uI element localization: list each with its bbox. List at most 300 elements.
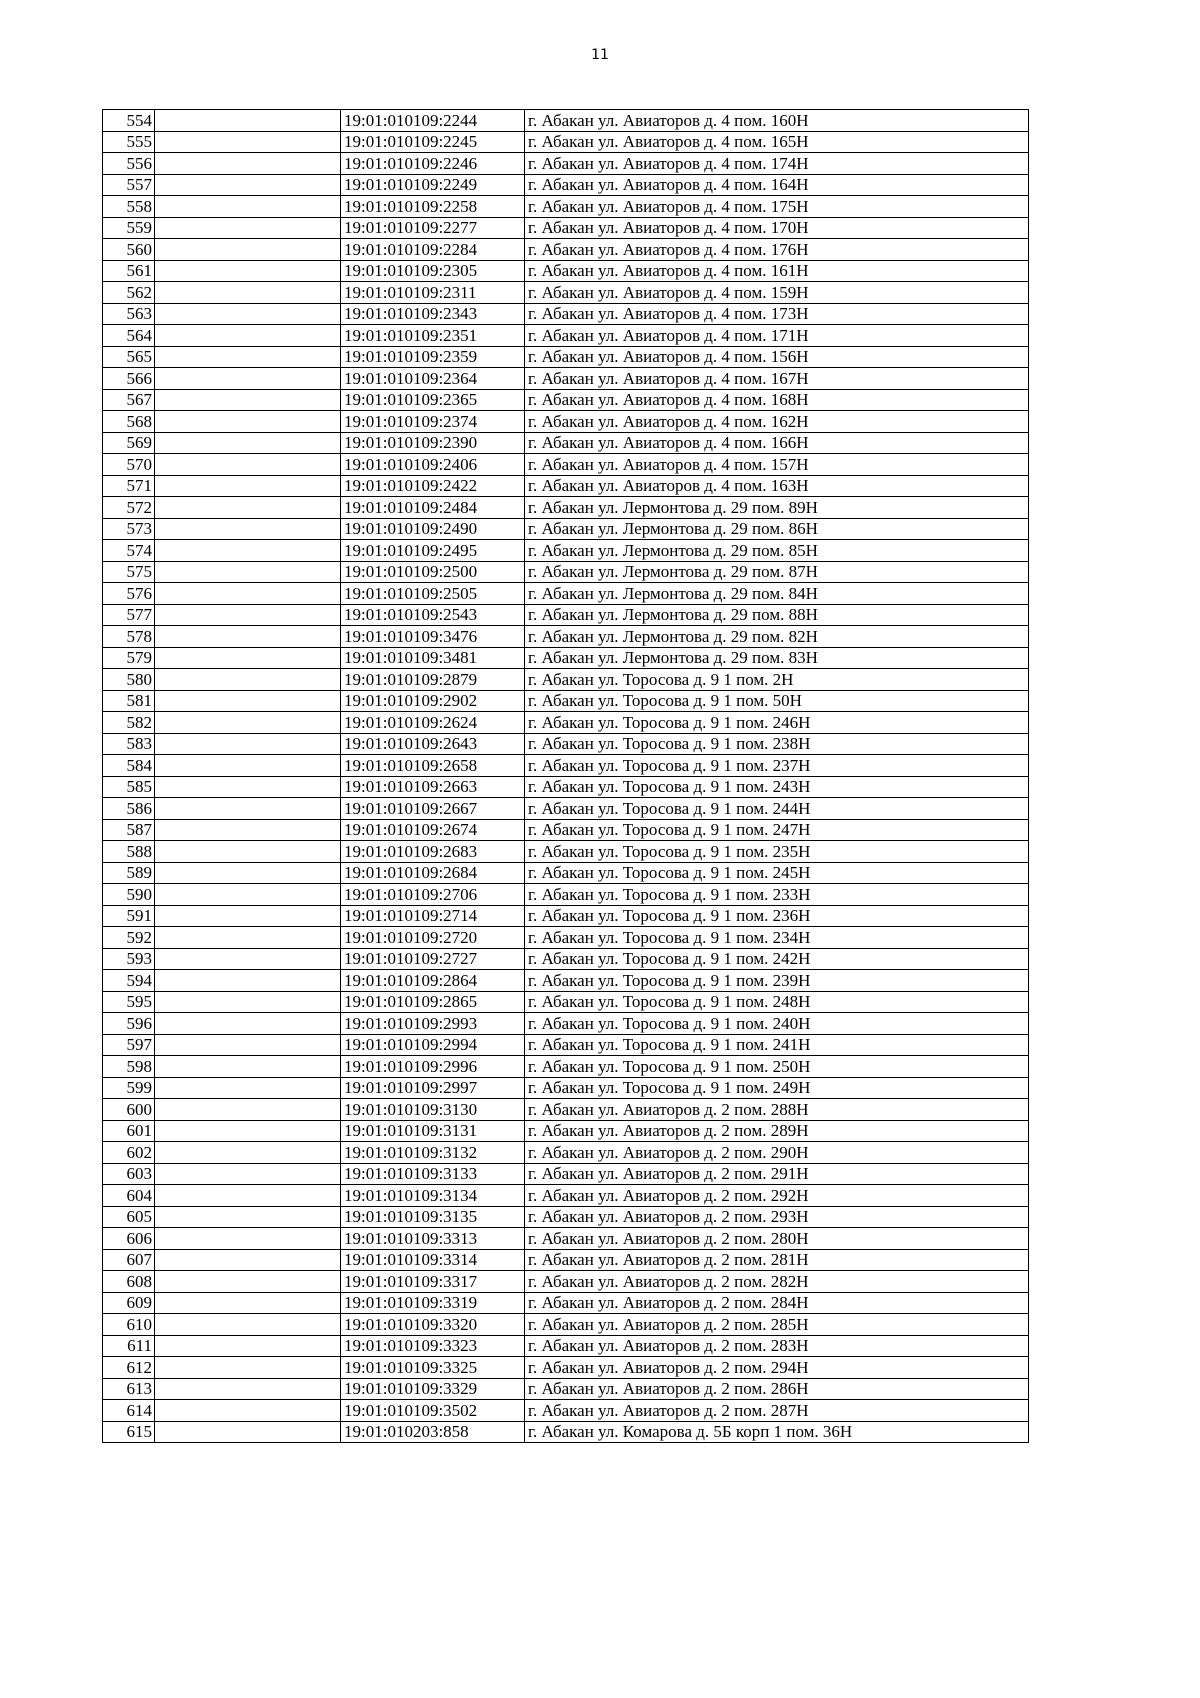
cadastral-number-cell: 19:01:010109:2422 — [341, 475, 525, 497]
cadastral-number-cell: 19:01:010109:2484 — [341, 497, 525, 519]
address-cell: г. Абакан ул. Торосова д. 9 1 пом. 233Н — [525, 884, 1029, 906]
address-cell: г. Абакан ул. Торосова д. 9 1 пом. 243Н — [525, 776, 1029, 798]
address-cell: г. Абакан ул. Авиаторов д. 4 пом. 166Н — [525, 432, 1029, 454]
empty-cell — [155, 239, 341, 261]
table-row — [103, 712, 1029, 734]
cadastral-number-cell: 19:01:010109:2343 — [341, 303, 525, 325]
address-cell: г. Абакан ул. Торосова д. 9 1 пом. 250Н — [525, 1056, 1029, 1078]
empty-cell — [155, 604, 341, 626]
empty-cell — [155, 819, 341, 841]
empty-cell — [155, 454, 341, 476]
table-row — [103, 411, 1029, 433]
table-row — [103, 1077, 1029, 1099]
table-row — [103, 454, 1029, 476]
address-cell: г. Абакан ул. Авиаторов д. 2 пом. 289Н — [525, 1120, 1029, 1142]
table-row — [103, 1400, 1029, 1422]
empty-cell — [155, 346, 341, 368]
empty-cell — [155, 1271, 341, 1293]
page-number: 11 — [591, 47, 609, 63]
cadastral-number-cell: 19:01:010109:2245 — [341, 131, 525, 153]
address-cell: г. Абакан ул. Авиаторов д. 2 пом. 280Н — [525, 1228, 1029, 1250]
address-cell: г. Абакан ул. Авиаторов д. 4 пом. 157Н — [525, 454, 1029, 476]
table-row — [103, 1142, 1029, 1164]
row-number-cell: 569 — [103, 432, 155, 454]
row-number-cell: 577 — [103, 604, 155, 626]
table-row — [103, 1335, 1029, 1357]
row-number-cell: 558 — [103, 196, 155, 218]
empty-cell — [155, 991, 341, 1013]
address-cell: г. Абакан ул. Авиаторов д. 4 пом. 173Н — [525, 303, 1029, 325]
address-cell: г. Абакан ул. Торосова д. 9 1 пом. 240Н — [525, 1013, 1029, 1035]
empty-cell — [155, 1228, 341, 1250]
address-cell: г. Абакан ул. Авиаторов д. 2 пом. 290Н — [525, 1142, 1029, 1164]
row-number-cell: 591 — [103, 905, 155, 927]
table-row — [103, 518, 1029, 540]
address-cell: г. Абакан ул. Торосова д. 9 1 пом. 238Н — [525, 733, 1029, 755]
table-row — [103, 1249, 1029, 1271]
address-cell: г. Абакан ул. Авиаторов д. 2 пом. 285Н — [525, 1314, 1029, 1336]
address-cell: г. Абакан ул. Торосова д. 9 1 пом. 245Н — [525, 862, 1029, 884]
row-number-cell: 573 — [103, 518, 155, 540]
row-number-cell: 579 — [103, 647, 155, 669]
empty-cell — [155, 755, 341, 777]
cadastral-number-cell: 19:01:010109:3476 — [341, 626, 525, 648]
table-row — [103, 1099, 1029, 1121]
address-cell: г. Абакан ул. Авиаторов д. 4 пом. 156Н — [525, 346, 1029, 368]
address-cell: г. Абакан ул. Авиаторов д. 4 пом. 175Н — [525, 196, 1029, 218]
cadastral-number-cell: 19:01:010109:2720 — [341, 927, 525, 949]
cadastral-number-cell: 19:01:010109:3135 — [341, 1206, 525, 1228]
table-row — [103, 1378, 1029, 1400]
cadastral-number-cell: 19:01:010109:2902 — [341, 690, 525, 712]
cadastral-number-cell: 19:01:010109:3133 — [341, 1163, 525, 1185]
row-number-cell: 585 — [103, 776, 155, 798]
row-number-cell: 606 — [103, 1228, 155, 1250]
row-number-cell: 582 — [103, 712, 155, 734]
table-row — [103, 561, 1029, 583]
table-row — [103, 174, 1029, 196]
empty-cell — [155, 217, 341, 239]
empty-cell — [155, 1249, 341, 1271]
table-row — [103, 1292, 1029, 1314]
row-number-cell: 562 — [103, 282, 155, 304]
empty-cell — [155, 561, 341, 583]
address-cell: г. Абакан ул. Авиаторов д. 4 пом. 162Н — [525, 411, 1029, 433]
cadastral-number-cell: 19:01:010109:2311 — [341, 282, 525, 304]
table-row — [103, 1271, 1029, 1293]
row-number-cell: 567 — [103, 389, 155, 411]
empty-cell — [155, 862, 341, 884]
table-row — [103, 131, 1029, 153]
cadastral-number-cell: 19:01:010109:2667 — [341, 798, 525, 820]
empty-cell — [155, 884, 341, 906]
empty-cell — [155, 196, 341, 218]
row-number-cell: 599 — [103, 1077, 155, 1099]
cadastral-number-cell: 19:01:010109:2359 — [341, 346, 525, 368]
row-number-cell: 589 — [103, 862, 155, 884]
table-row — [103, 755, 1029, 777]
empty-cell — [155, 905, 341, 927]
table-row — [103, 475, 1029, 497]
address-cell: г. Абакан ул. Авиаторов д. 4 пом. 164Н — [525, 174, 1029, 196]
cadastral-number-cell: 19:01:010109:3325 — [341, 1357, 525, 1379]
table-row — [103, 948, 1029, 970]
empty-cell — [155, 948, 341, 970]
property-register-table — [102, 109, 1029, 1443]
cadastral-number-cell: 19:01:010109:2258 — [341, 196, 525, 218]
row-number-cell: 566 — [103, 368, 155, 390]
table-row — [103, 346, 1029, 368]
address-cell: г. Абакан ул. Авиаторов д. 2 пом. 292Н — [525, 1185, 1029, 1207]
address-cell: г. Абакан ул. Торосова д. 9 1 пом. 236Н — [525, 905, 1029, 927]
empty-cell — [155, 626, 341, 648]
row-number-cell: 555 — [103, 131, 155, 153]
row-number-cell: 598 — [103, 1056, 155, 1078]
table-row — [103, 604, 1029, 626]
row-number-cell: 592 — [103, 927, 155, 949]
table-row — [103, 217, 1029, 239]
table-row — [103, 1357, 1029, 1379]
address-cell: г. Абакан ул. Авиаторов д. 4 пом. 165Н — [525, 131, 1029, 153]
cadastral-number-cell: 19:01:010109:3131 — [341, 1120, 525, 1142]
address-cell: г. Абакан ул. Авиаторов д. 4 пом. 167Н — [525, 368, 1029, 390]
empty-cell — [155, 1421, 341, 1443]
cadastral-number-cell: 19:01:010109:3319 — [341, 1292, 525, 1314]
row-number-cell: 557 — [103, 174, 155, 196]
address-cell: г. Абакан ул. Авиаторов д. 4 пом. 171Н — [525, 325, 1029, 347]
row-number-cell: 607 — [103, 1249, 155, 1271]
table-body — [103, 110, 1029, 1443]
row-number-cell: 611 — [103, 1335, 155, 1357]
address-cell: г. Абакан ул. Авиаторов д. 2 пом. 291Н — [525, 1163, 1029, 1185]
table-row — [103, 389, 1029, 411]
cadastral-number-cell: 19:01:010109:2643 — [341, 733, 525, 755]
row-number-cell: 563 — [103, 303, 155, 325]
empty-cell — [155, 776, 341, 798]
cadastral-number-cell: 19:01:010109:2490 — [341, 518, 525, 540]
row-number-cell: 575 — [103, 561, 155, 583]
row-number-cell: 603 — [103, 1163, 155, 1185]
address-cell: г. Абакан ул. Лермонтова д. 29 пом. 83Н — [525, 647, 1029, 669]
cadastral-number-cell: 19:01:010109:3329 — [341, 1378, 525, 1400]
table-row — [103, 1228, 1029, 1250]
address-cell: г. Абакан ул. Торосова д. 9 1 пом. 242Н — [525, 948, 1029, 970]
cadastral-number-cell: 19:01:010109:3134 — [341, 1185, 525, 1207]
row-number-cell: 595 — [103, 991, 155, 1013]
address-cell: г. Абакан ул. Торосова д. 9 1 пом. 237Н — [525, 755, 1029, 777]
cadastral-number-cell: 19:01:010109:3481 — [341, 647, 525, 669]
empty-cell — [155, 174, 341, 196]
empty-cell — [155, 1034, 341, 1056]
address-cell: г. Абакан ул. Торосова д. 9 1 пом. 241Н — [525, 1034, 1029, 1056]
empty-cell — [155, 153, 341, 175]
row-number-cell: 576 — [103, 583, 155, 605]
empty-cell — [155, 1056, 341, 1078]
empty-cell — [155, 1185, 341, 1207]
empty-cell — [155, 110, 341, 132]
cadastral-number-cell: 19:01:010203:858 — [341, 1421, 525, 1443]
address-cell: г. Абакан ул. Авиаторов д. 4 пом. 176Н — [525, 239, 1029, 261]
table-row — [103, 432, 1029, 454]
address-cell: г. Абакан ул. Авиаторов д. 4 пом. 170Н — [525, 217, 1029, 239]
address-cell: г. Абакан ул. Лермонтова д. 29 пом. 87Н — [525, 561, 1029, 583]
address-cell: г. Абакан ул. Авиаторов д. 4 пом. 174Н — [525, 153, 1029, 175]
row-number-cell: 584 — [103, 755, 155, 777]
address-cell: г. Абакан ул. Торосова д. 9 1 пом. 248Н — [525, 991, 1029, 1013]
table-row — [103, 1034, 1029, 1056]
row-number-cell: 572 — [103, 497, 155, 519]
address-cell: г. Абакан ул. Авиаторов д. 4 пом. 163Н — [525, 475, 1029, 497]
row-number-cell: 571 — [103, 475, 155, 497]
address-cell: г. Абакан ул. Торосова д. 9 1 пом. 235Н — [525, 841, 1029, 863]
empty-cell — [155, 669, 341, 691]
table-row — [103, 239, 1029, 261]
cadastral-number-cell: 19:01:010109:2364 — [341, 368, 525, 390]
row-number-cell: 560 — [103, 239, 155, 261]
table-row — [103, 153, 1029, 175]
cadastral-number-cell: 19:01:010109:2714 — [341, 905, 525, 927]
table-row — [103, 1421, 1029, 1443]
empty-cell — [155, 1400, 341, 1422]
cadastral-number-cell: 19:01:010109:2996 — [341, 1056, 525, 1078]
row-number-cell: 596 — [103, 1013, 155, 1035]
row-number-cell: 610 — [103, 1314, 155, 1336]
row-number-cell: 604 — [103, 1185, 155, 1207]
empty-cell — [155, 1163, 341, 1185]
empty-cell — [155, 518, 341, 540]
table-row — [103, 991, 1029, 1013]
row-number-cell: 601 — [103, 1120, 155, 1142]
row-number-cell: 590 — [103, 884, 155, 906]
row-number-cell: 597 — [103, 1034, 155, 1056]
cadastral-number-cell: 19:01:010109:3313 — [341, 1228, 525, 1250]
row-number-cell: 570 — [103, 454, 155, 476]
address-cell: г. Абакан ул. Авиаторов д. 4 пом. 168Н — [525, 389, 1029, 411]
row-number-cell: 580 — [103, 669, 155, 691]
table-row — [103, 905, 1029, 927]
table-row — [103, 927, 1029, 949]
empty-cell — [155, 497, 341, 519]
table-row — [103, 776, 1029, 798]
row-number-cell: 588 — [103, 841, 155, 863]
empty-cell — [155, 325, 341, 347]
address-cell: г. Абакан ул. Лермонтова д. 29 пом. 89Н — [525, 497, 1029, 519]
empty-cell — [155, 1292, 341, 1314]
cadastral-number-cell: 19:01:010109:2997 — [341, 1077, 525, 1099]
cadastral-number-cell: 19:01:010109:2624 — [341, 712, 525, 734]
table-row — [103, 1185, 1029, 1207]
cadastral-number-cell: 19:01:010109:2864 — [341, 970, 525, 992]
address-cell: г. Абакан ул. Авиаторов д. 2 пом. 294Н — [525, 1357, 1029, 1379]
cadastral-number-cell: 19:01:010109:2684 — [341, 862, 525, 884]
cadastral-number-cell: 19:01:010109:2994 — [341, 1034, 525, 1056]
cadastral-number-cell: 19:01:010109:3323 — [341, 1335, 525, 1357]
table-row — [103, 583, 1029, 605]
empty-cell — [155, 1206, 341, 1228]
address-cell: г. Абакан ул. Авиаторов д. 2 пом. 286Н — [525, 1378, 1029, 1400]
row-number-cell: 613 — [103, 1378, 155, 1400]
table-row — [103, 368, 1029, 390]
cadastral-number-cell: 19:01:010109:2277 — [341, 217, 525, 239]
empty-cell — [155, 1378, 341, 1400]
cadastral-number-cell: 19:01:010109:2390 — [341, 432, 525, 454]
table-row — [103, 260, 1029, 282]
empty-cell — [155, 131, 341, 153]
address-cell: г. Абакан ул. Авиаторов д. 4 пом. 159Н — [525, 282, 1029, 304]
address-cell: г. Абакан ул. Авиаторов д. 4 пом. 160Н — [525, 110, 1029, 132]
cadastral-number-cell: 19:01:010109:2495 — [341, 540, 525, 562]
row-number-cell: 574 — [103, 540, 155, 562]
empty-cell — [155, 260, 341, 282]
table-row — [103, 282, 1029, 304]
table-row — [103, 647, 1029, 669]
cadastral-number-cell: 19:01:010109:2674 — [341, 819, 525, 841]
empty-cell — [155, 970, 341, 992]
address-cell: г. Абакан ул. Авиаторов д. 2 пом. 287Н — [525, 1400, 1029, 1422]
row-number-cell: 568 — [103, 411, 155, 433]
table-row — [103, 970, 1029, 992]
row-number-cell: 612 — [103, 1357, 155, 1379]
address-cell: г. Абакан ул. Лермонтова д. 29 пом. 82Н — [525, 626, 1029, 648]
table-row — [103, 884, 1029, 906]
empty-cell — [155, 1099, 341, 1121]
cadastral-number-cell: 19:01:010109:2284 — [341, 239, 525, 261]
empty-cell — [155, 690, 341, 712]
cadastral-number-cell: 19:01:010109:2505 — [341, 583, 525, 605]
row-number-cell: 556 — [103, 153, 155, 175]
address-cell: г. Абакан ул. Авиаторов д. 2 пом. 281Н — [525, 1249, 1029, 1271]
row-number-cell: 614 — [103, 1400, 155, 1422]
cadastral-number-cell: 19:01:010109:2658 — [341, 755, 525, 777]
cadastral-number-cell: 19:01:010109:2500 — [341, 561, 525, 583]
row-number-cell: 600 — [103, 1099, 155, 1121]
cadastral-number-cell: 19:01:010109:2543 — [341, 604, 525, 626]
table-row — [103, 1120, 1029, 1142]
table-row — [103, 819, 1029, 841]
address-cell: г. Абакан ул. Торосова д. 9 1 пом. 234Н — [525, 927, 1029, 949]
address-cell: г. Абакан ул. Торосова д. 9 1 пом. 246Н — [525, 712, 1029, 734]
empty-cell — [155, 798, 341, 820]
cadastral-number-cell: 19:01:010109:2249 — [341, 174, 525, 196]
row-number-cell: 605 — [103, 1206, 155, 1228]
address-cell: г. Абакан ул. Авиаторов д. 2 пом. 284Н — [525, 1292, 1029, 1314]
table-row — [103, 303, 1029, 325]
table-row — [103, 540, 1029, 562]
empty-cell — [155, 432, 341, 454]
empty-cell — [155, 475, 341, 497]
address-cell: г. Абакан ул. Авиаторов д. 2 пом. 283Н — [525, 1335, 1029, 1357]
cadastral-number-cell: 19:01:010109:3317 — [341, 1271, 525, 1293]
table-row — [103, 1163, 1029, 1185]
cadastral-number-cell: 19:01:010109:2305 — [341, 260, 525, 282]
row-number-cell: 593 — [103, 948, 155, 970]
table-row — [103, 669, 1029, 691]
address-cell: г. Абакан ул. Авиаторов д. 2 пом. 293Н — [525, 1206, 1029, 1228]
cadastral-number-cell: 19:01:010109:2706 — [341, 884, 525, 906]
row-number-cell: 561 — [103, 260, 155, 282]
address-cell: г. Абакан ул. Комарова д. 5Б корп 1 пом. 36Н — [525, 1421, 1029, 1443]
row-number-cell: 581 — [103, 690, 155, 712]
address-cell: г. Абакан ул. Авиаторов д. 2 пом. 288Н — [525, 1099, 1029, 1121]
cadastral-number-cell: 19:01:010109:2727 — [341, 948, 525, 970]
address-cell: г. Абакан ул. Торосова д. 9 1 пом. 239Н — [525, 970, 1029, 992]
row-number-cell: 602 — [103, 1142, 155, 1164]
cadastral-number-cell: 19:01:010109:3132 — [341, 1142, 525, 1164]
table-row — [103, 110, 1029, 132]
empty-cell — [155, 1120, 341, 1142]
address-cell: г. Абакан ул. Лермонтова д. 29 пом. 86Н — [525, 518, 1029, 540]
table-row — [103, 733, 1029, 755]
empty-cell — [155, 282, 341, 304]
address-cell: г. Абакан ул. Лермонтова д. 29 пом. 88Н — [525, 604, 1029, 626]
empty-cell — [155, 1013, 341, 1035]
table-row — [103, 841, 1029, 863]
address-cell: г. Абакан ул. Торосова д. 9 1 пом. 244Н — [525, 798, 1029, 820]
table-row — [103, 862, 1029, 884]
row-number-cell: 609 — [103, 1292, 155, 1314]
empty-cell — [155, 1142, 341, 1164]
row-number-cell: 586 — [103, 798, 155, 820]
row-number-cell: 615 — [103, 1421, 155, 1443]
cadastral-number-cell: 19:01:010109:2365 — [341, 389, 525, 411]
address-cell: г. Абакан ул. Торосова д. 9 1 пом. 2Н — [525, 669, 1029, 691]
table-row — [103, 1206, 1029, 1228]
table-row — [103, 325, 1029, 347]
empty-cell — [155, 540, 341, 562]
row-number-cell: 594 — [103, 970, 155, 992]
empty-cell — [155, 368, 341, 390]
cadastral-number-cell: 19:01:010109:2663 — [341, 776, 525, 798]
row-number-cell: 608 — [103, 1271, 155, 1293]
cadastral-number-cell: 19:01:010109:3502 — [341, 1400, 525, 1422]
cadastral-number-cell: 19:01:010109:2683 — [341, 841, 525, 863]
cadastral-number-cell: 19:01:010109:2246 — [341, 153, 525, 175]
empty-cell — [155, 841, 341, 863]
row-number-cell: 587 — [103, 819, 155, 841]
table-row — [103, 798, 1029, 820]
table-row — [103, 1056, 1029, 1078]
table-row — [103, 1013, 1029, 1035]
empty-cell — [155, 389, 341, 411]
table-row — [103, 690, 1029, 712]
empty-cell — [155, 1335, 341, 1357]
cadastral-number-cell: 19:01:010109:2993 — [341, 1013, 525, 1035]
empty-cell — [155, 1314, 341, 1336]
address-cell: г. Абакан ул. Торосова д. 9 1 пом. 247Н — [525, 819, 1029, 841]
cadastral-number-cell: 19:01:010109:3314 — [341, 1249, 525, 1271]
empty-cell — [155, 303, 341, 325]
row-number-cell: 578 — [103, 626, 155, 648]
address-cell: г. Абакан ул. Торосова д. 9 1 пом. 249Н — [525, 1077, 1029, 1099]
address-cell: г. Абакан ул. Торосова д. 9 1 пом. 50Н — [525, 690, 1029, 712]
address-cell: г. Абакан ул. Авиаторов д. 4 пом. 161Н — [525, 260, 1029, 282]
row-number-cell: 554 — [103, 110, 155, 132]
table-row — [103, 626, 1029, 648]
table-row — [103, 196, 1029, 218]
empty-cell — [155, 411, 341, 433]
cadastral-number-cell: 19:01:010109:2406 — [341, 454, 525, 476]
address-cell: г. Абакан ул. Авиаторов д. 2 пом. 282Н — [525, 1271, 1029, 1293]
cadastral-number-cell: 19:01:010109:2865 — [341, 991, 525, 1013]
cadastral-number-cell: 19:01:010109:2244 — [341, 110, 525, 132]
row-number-cell: 565 — [103, 346, 155, 368]
address-cell: г. Абакан ул. Лермонтова д. 29 пом. 84Н — [525, 583, 1029, 605]
empty-cell — [155, 733, 341, 755]
empty-cell — [155, 1357, 341, 1379]
row-number-cell: 583 — [103, 733, 155, 755]
address-cell: г. Абакан ул. Лермонтова д. 29 пом. 85Н — [525, 540, 1029, 562]
row-number-cell: 559 — [103, 217, 155, 239]
